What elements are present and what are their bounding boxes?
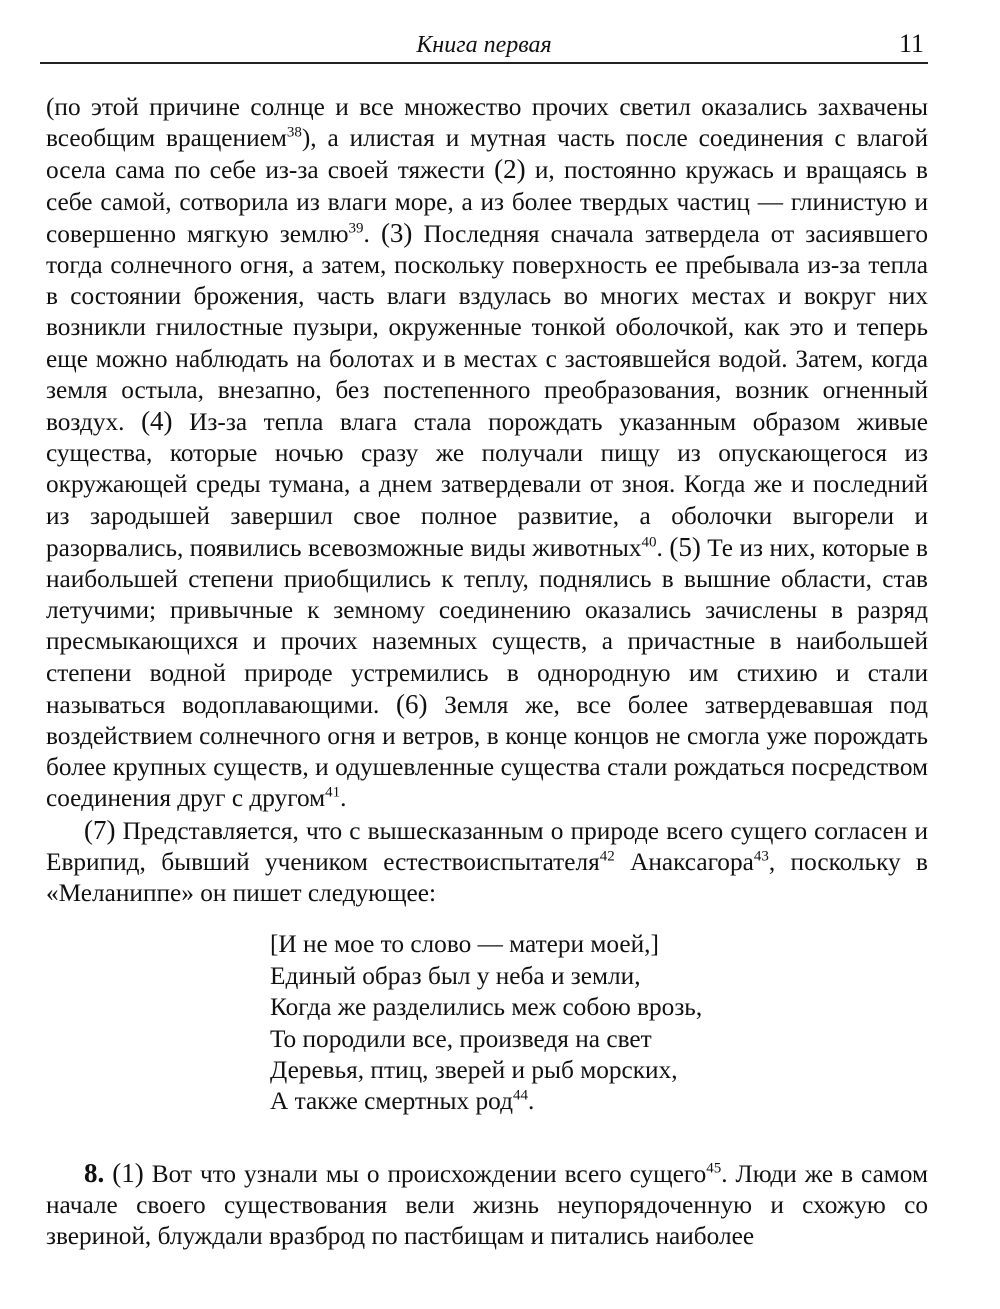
running-title: Книга первая: [416, 32, 552, 58]
footnote-ref-38: 38: [286, 124, 302, 141]
poem-line: [И не мое то слово — матери моей,]: [270, 930, 659, 959]
main-text: [46, 92, 928, 1252]
footnote-ref-41: 41: [325, 785, 341, 802]
section-marker-3: (3): [380, 217, 413, 248]
poem-quotation: [270, 929, 928, 1117]
poem-line: Единый образ был у неба и земли,: [270, 961, 641, 990]
page-number: 11: [898, 29, 924, 58]
section-marker-4: (4): [141, 406, 173, 437]
section-marker-1: (1): [112, 1157, 144, 1188]
section-number: 8.: [84, 1157, 105, 1188]
running-header: [40, 26, 928, 64]
poem-line-last: А также смертных род$^{44}$.: [270, 1087, 535, 1116]
section-marker-5: (5): [669, 531, 701, 562]
section-marker-6: (6): [396, 688, 428, 719]
footnote-ref-44: 44: [512, 1087, 528, 1104]
poem-line: Когда же разделились меж собою врозь,: [270, 993, 703, 1022]
paragraph-continued: (по этой причине солнце и все множество прочих светил оказались захвачены всеобщим вращением$^{38}$), а илистая и мутная часть после соединения с влагой осела сама по себе из-за своей тяжести (2) и, постоянно кружась и вращаясь в себе самой, сотворила из влаги море, а из более твердых частиц — глинистую и совершенно мягкую землю$^{39}$. (3) Последняя сначала затвердела от засиявшего тогда солнечного огня, а затем, поскольку поверхность ее пребывала из-за тепла в состоянии брожения, часть влаги вздулась во многих местах и вокруг них возникли гнилостные пузыри, окруженные тонкой оболочкой, как это и теперь еще можно наблюдать на болотах и в местах с застоявшейся водой. Затем, когда земля остыла, внезапно, без постепенного преобразования, возник огненный воздух. (4) Из-за тепла влага стала порождать указанным образом живые существа, которые ночью сразу же получали пищу из опускающегося из окружающей среды тумана, а днем затвердевали от зноя. Когда же и последний из зародышей завершил свое полное развитие, а оболочки выгорели и разорвались, появились всевозможные виды животных$^{40}$. (5) Те из них, которые в наибольшей степени приобщились к теплу, поднялись в вышние области, став летучими; привычные к земному соединению оказались зачислены в разряд пресмыкающихся и прочих наземных существ, а причастные в наибольшей степени водной природе устремились в однородную им стихию и стали называться водоплавающими. (6) Земля же, все более затвердевавшая под воздействием солнечного огня и ветров, в конце концов не смогла уже порождать более крупных существ, и одушевленные существа стали рождаться посредством соединения друг с другом$^{41}$.: [46, 93, 928, 813]
footnote-ref-40: 40: [641, 534, 657, 551]
paragraph-euripides: (7) Представляется, что с вышесказанным о природе всего сущего согласен и Еврипид, бывший учеником естествоиспытателя$^{42}$ Анаксагора$^{43}$, поскольку в «Меланиппе» он пишет следующее:: [46, 814, 928, 908]
section-8-paragraph: 8. (1) Вот что узнали мы о происхождении всего сущего$^{45}$. Люди же в самом начале своего существования вели жизнь неупорядоченную и схожую со звериной, блуждали вразброд по пастбищам и питались наиболее: [46, 1157, 928, 1251]
section-marker-2: (2): [494, 154, 526, 185]
footnote-ref-39: 39: [348, 220, 364, 237]
footnote-ref-45: 45: [706, 1160, 722, 1177]
poem-line: То породили все, произведя на свет: [270, 1024, 652, 1053]
footnote-ref-42: 42: [599, 848, 615, 865]
poem-line: Деревья, птиц, зверей и рыб морских,: [270, 1055, 678, 1084]
footnote-ref-43: 43: [753, 848, 769, 865]
section-marker-7: (7): [84, 814, 116, 845]
